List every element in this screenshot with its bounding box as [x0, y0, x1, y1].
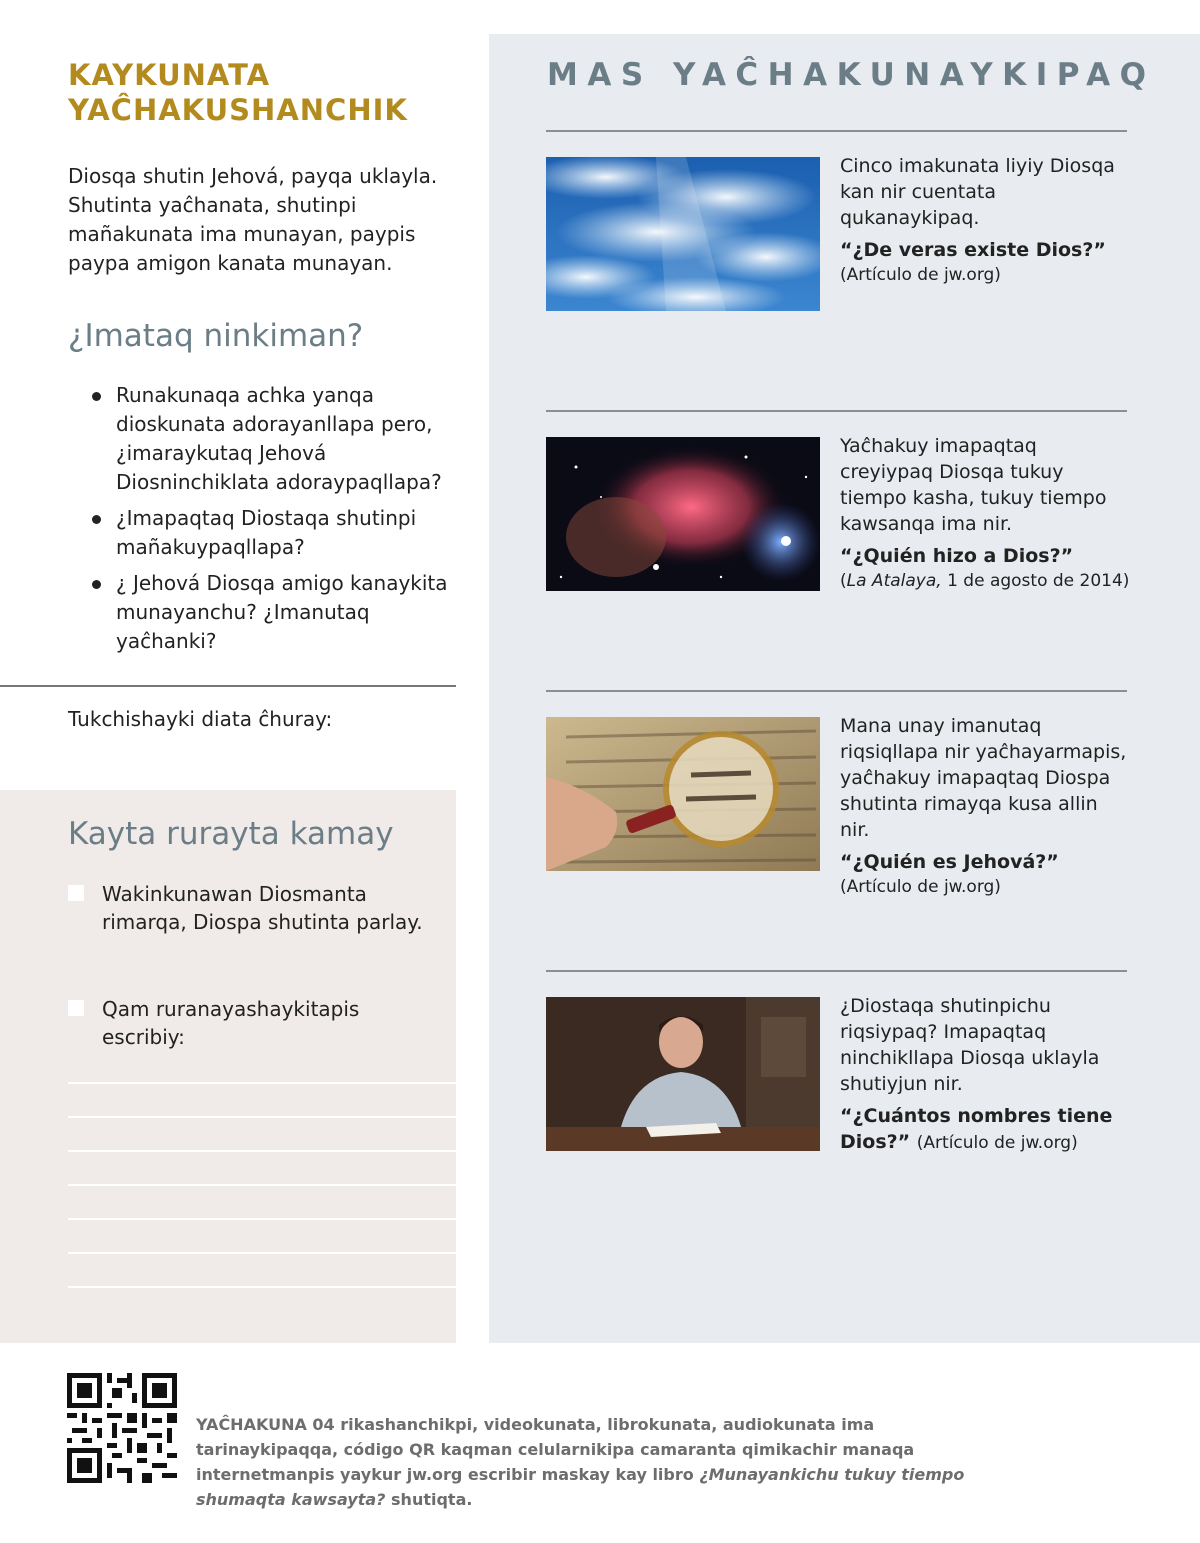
- writing-line: [68, 1082, 456, 1084]
- favorite-date-label: Tukchishayki diata ĉhuray:: [68, 707, 333, 731]
- article-link[interactable]: “¿De veras existe Dios?”: [840, 239, 1106, 261]
- man-reading-image: [546, 997, 820, 1151]
- study-item: Yaĉhakuy imapaqtaq creyiypaq Diosqa tukuy tiempo kasha, tukuy tiempo kawsanqa ima nir. “¿Quién hizo a Dios?” (La Atalaya, 1 de agosto de 2014): [840, 433, 1132, 594]
- sky-clouds-image: [546, 157, 820, 311]
- divider: [546, 970, 1127, 972]
- further-study-title: MAS YAĈHAKUNAYKIPAQ: [547, 57, 1156, 93]
- writing-line: [68, 1184, 456, 1186]
- writing-line: [68, 1286, 456, 1288]
- section-title-line2: YAĈHAKUSHANCHIK: [68, 93, 408, 127]
- divider: [0, 685, 456, 687]
- article-link[interactable]: “¿Quién es Jehová?”: [840, 851, 1059, 873]
- action-panel: [0, 790, 456, 1343]
- study-item: Mana unay imanutaq riqsiqllapa nir yaĉhayarmapis, yaĉhakuy imapaqtaq Diospa shutinta rimayqa kusa allin nir. “¿Quién es Jehová?” (Artículo de jw.org): [840, 713, 1132, 900]
- study-item: ¿Diostaqa shutinpichu riqsiypaq? Imapaqtaq ninchikllapa Diosqa uklayla shutiyjun nir. “¿Cuántos nombres tiene Dios?” (Artículo de jw.org): [840, 993, 1132, 1155]
- question-item: ¿ Jehová Diosqa amigo kanaykita munayanchu? ¿Imanutaq yaĉhanki?: [90, 569, 460, 656]
- action-heading: Kayta rurayta kamay: [68, 816, 394, 852]
- article-link[interactable]: “¿Quién hizo a Dios?”: [840, 545, 1074, 567]
- qr-code-icon[interactable]: [67, 1373, 177, 1483]
- bullet-icon: [92, 392, 101, 401]
- writing-line: [68, 1150, 456, 1152]
- action-item: Wakinkunawan Diosmanta rimarqa, Diospa shutinta parlay.: [68, 880, 428, 936]
- nebula-image: [546, 437, 820, 591]
- intro-paragraph: Diosqa shutin Jehová, payqa uklayla. Shutinta yaĉhanata, shutinpi mañakunata ima munayan, paypis paypa amigon kanata munayan.: [68, 164, 438, 275]
- question-item: ¿Imapaqtaq Diostaqa shutinpi mañakuypaqllapa?: [90, 504, 460, 562]
- writing-line: [68, 1252, 456, 1254]
- bullet-icon: [92, 515, 101, 524]
- writing-line: [68, 1218, 456, 1220]
- question-item: Runakunaqa achka yanqa dioskunata adorayanllapa pero, ¿imaraykutaq Jehová Diosninchiklata adoraypaqllapa?: [90, 381, 460, 497]
- divider: [546, 690, 1127, 692]
- questions-list: [90, 381, 460, 663]
- bullet-icon: [92, 580, 101, 589]
- study-item: Cinco imakunata liyiy Diosqa kan nir cuentata qukanaykipaq. “¿De veras existe Dios?” (Artículo de jw.org): [840, 153, 1132, 288]
- section-title: [68, 58, 408, 128]
- checkbox-icon[interactable]: [68, 1000, 84, 1016]
- divider: [546, 130, 1127, 132]
- checkbox-icon[interactable]: [68, 885, 84, 901]
- article-link[interactable]: “¿Cuántos nombres tiene Dios?” (Artículo de jw.org): [840, 1105, 1113, 1153]
- divider: [546, 410, 1127, 412]
- footer-note: YAĈHAKUNA 04 rikashanchikpi, videokunata, librokunata, audiokunata ima tarinaykipaqqa, código QR kaqman celularnikipa camaranta qimikachir manaqa internetmanpis yaykur jw.org escribir maskay kay libro ¿Munayankichu tukuy tiempo shumaqta kawsayta? shutiqta.: [196, 1415, 965, 1509]
- section-title-line1: KAYKUNATA: [68, 58, 271, 92]
- questions-heading: ¿Imataq ninkiman?: [68, 318, 364, 354]
- magnifying-glass-image: [546, 717, 820, 871]
- writing-line: [68, 1116, 456, 1118]
- action-item: Qam ruranayashaykitapis escribiy:: [68, 995, 428, 1051]
